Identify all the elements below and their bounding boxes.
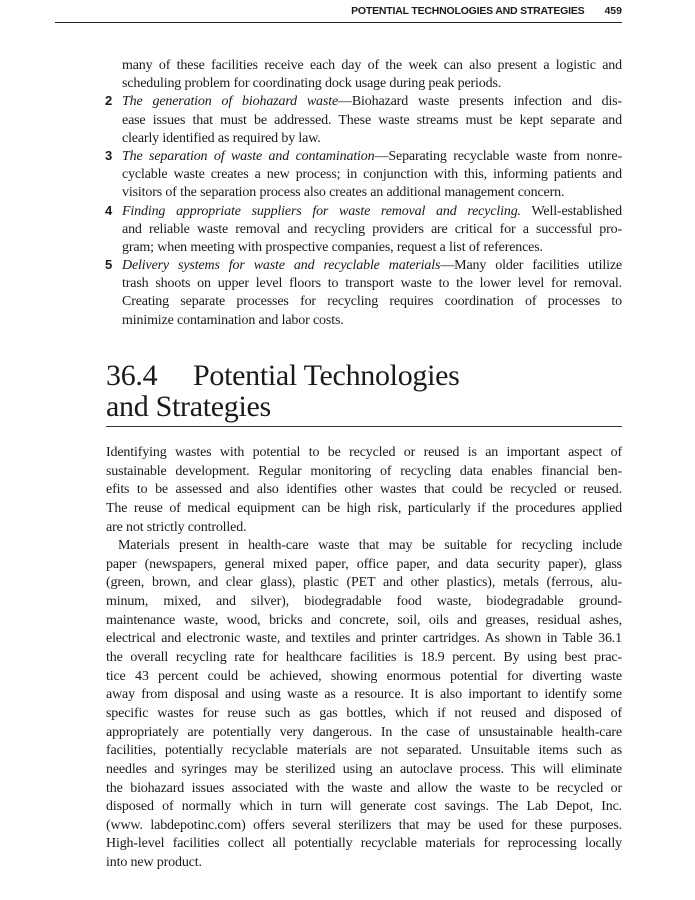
numbered-list (105, 57, 623, 330)
text-line: into new product. (106, 855, 202, 871)
text-segment: and reliable waste removal and recycling providers are critical for a successful pro- (122, 221, 622, 237)
text-line (122, 257, 622, 275)
text-line (122, 312, 622, 330)
section-title-line1: Potential Technologies (193, 359, 460, 392)
text-segment: Well-established (520, 203, 623, 219)
list-item-lead: The separation of waste and contamination (122, 148, 375, 164)
section-title-line2: and Strategies (106, 390, 271, 423)
text-segment: visitors of the separation process also creates an additional management concern. (122, 185, 565, 201)
section-heading (106, 360, 622, 427)
text-line: the biohazard issues associated with the waste and allow the waste to be recycled or (106, 780, 622, 796)
running-head-title: POTENTIAL TECHNOLOGIES AND STRATEGIES (351, 5, 585, 17)
text-line (122, 275, 622, 293)
text-segment: scheduling problem for coordinating dock usage during peak periods. (122, 76, 502, 92)
paragraph (106, 537, 622, 873)
text-line (122, 148, 622, 166)
text-line (122, 221, 622, 239)
text-segment: —Separating recyclable waste from nonre- (374, 148, 623, 164)
text-line: away from disposal and using waste as a resource. It is also important to identify some (106, 687, 622, 703)
list-item (105, 147, 623, 203)
text-line (122, 57, 622, 75)
text-segment: cyclable waste creates a new process; in conjunction with this, informing patients and (122, 167, 622, 183)
text-segment: ease issues that must be addressed. These waste streams must be kept separate and (122, 112, 622, 128)
text-line: paper (newspapers, general mixed paper, office paper, and data security paper), glass (106, 556, 622, 572)
text-line: efits to be assessed and also identifies other wastes that could be recycled or reused. (106, 482, 622, 498)
text-line (122, 184, 622, 202)
section-number: 36.4 (106, 359, 158, 392)
text-segment: —Many older facilities utilize (440, 258, 622, 274)
text-line: are not strictly controlled. (106, 519, 247, 535)
running-head (55, 5, 622, 23)
text-line: facilities, potentially recyclable materials are not separated. Unsuitable items such as (106, 743, 622, 759)
text-line: The reuse of medical equipment can be high risk, particularly if the procedures applied (106, 500, 622, 516)
list-item-number: 3 (105, 147, 113, 163)
list-item (105, 202, 623, 258)
text-line (122, 203, 622, 221)
list-item-number: 5 (105, 257, 113, 273)
text-line: Identifying wastes with potential to be recycled or reused is an important aspect of (106, 445, 622, 460)
text-segment: clearly identified as required by law. (122, 130, 321, 146)
text-line (122, 293, 622, 311)
text-line (122, 130, 622, 148)
text-line (122, 112, 622, 130)
paragraph (106, 444, 622, 537)
text-line: High-level facilities collect all potentially recyclable materials for reprocessing locally (106, 836, 622, 852)
list-item (105, 93, 622, 148)
text-segment: many of these facilities receive each day of the week can also present a logistic and (122, 58, 622, 73)
text-line: tice 43 percent could be achieved, showing enormous potential for diverting waste (106, 668, 622, 684)
list-item-number: 4 (105, 202, 113, 218)
text-line: disposed of normally which in turn will generate cost savings. The Lab Depot, Inc. (106, 799, 622, 815)
list-item-lead: Finding appropriate suppliers for waste removal and recycling. (122, 203, 521, 219)
list-item (122, 57, 622, 93)
text-segment: gram; when meeting with prospective companies, request a list of references. (122, 239, 543, 255)
text-line: specific wastes for reuse such as gas bottles, which if not reused and disposed of (106, 705, 622, 721)
text-line: Materials present in health-care waste that may be suitable for recycling include (118, 538, 622, 554)
list-item (105, 257, 622, 330)
text-line: needles and syringes may be sterilized using an autoclave process. This will eliminate (106, 761, 622, 777)
text-segment: minimize contamination and labor costs. (122, 312, 344, 328)
text-segment: trash shoots on upper level floors to transport waste to the lower level for removal. (122, 276, 622, 292)
text-line (122, 93, 622, 111)
text-line: sustainable development. Regular monitoring of recycling data enables financial ben- (106, 463, 622, 479)
text-line: electrical and electronic waste, and textiles and printer cartridges. As shown in Table 36.1 (106, 631, 622, 647)
text-segment: —Biohazard waste presents infection and dis- (338, 94, 622, 110)
text-line: appropriately are potentially very dangerous. In the case of unsustainable health-care (106, 724, 622, 740)
text-line: minum, mixed, and silver), biodegradable food waste, biodegradable ground- (106, 594, 622, 610)
text-line (122, 166, 622, 184)
list-item-lead: The generation of biohazard waste (122, 94, 339, 110)
text-line: (www. labdepotinc.com) offers several sterilizers that may be used for these purposes. (106, 817, 622, 833)
list-item-lead: Delivery systems for waste and recyclable materials (122, 258, 441, 274)
text-line: maintenance waste, wood, bricks and concrete, soil, oils and greases, residual ashes, (106, 612, 622, 628)
text-line: (green, brown, and clear glass), plastic (PET and other plastics), metals (ferrous, alu- (106, 575, 622, 591)
text-line (122, 239, 622, 257)
list-item-number: 2 (105, 93, 113, 109)
text-line (122, 75, 622, 93)
section-body (106, 444, 622, 873)
text-line: the overall recycling rate for healthcare facilities is 18.9 percent. By using best prac- (106, 650, 622, 666)
text-segment: Creating separate processes for recycling requires coordination of processes to (122, 294, 622, 310)
page-number: 459 (604, 5, 622, 17)
